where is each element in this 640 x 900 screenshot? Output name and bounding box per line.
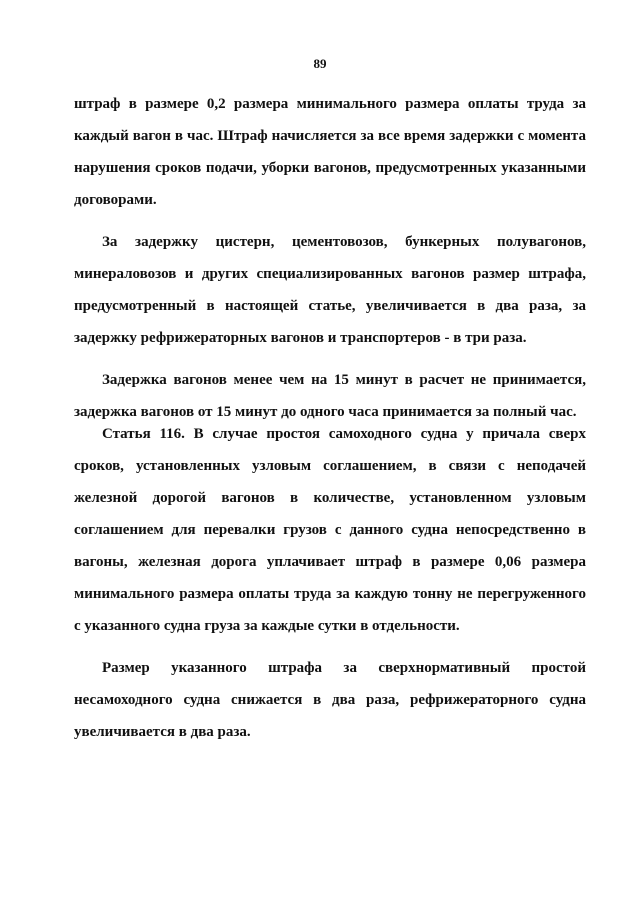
paragraph: Размер указанного штрафа за сверхнормативный простой несамоходного судна снижается в два раза, рефрижераторного судна увеличивается в два раза. xyxy=(74,660,586,740)
paragraph: За задержку цистерн, цементовозов, бункерных полувагонов, минераловозов и других специализированных вагонов размер штрафа, предусмотренный в настоящей статье, увеличивается в два раза, за задержку рефрижераторных вагонов и транспортеров - в три раза. xyxy=(74,234,586,346)
article-heading: Статья 116. xyxy=(102,426,185,442)
paragraph xyxy=(74,418,586,642)
paragraph: Задержка вагонов менее чем на 15 минут в расчет не принимается, задержка вагонов от 15 минут до одного часа принимается за полный час. xyxy=(74,372,586,420)
article-text: В случае простоя самоходного судна у причала сверх сроков, установленных узловым соглашением, в связи с неподачей железной дорогой вагонов в количестве, установленном узловым соглашением для перевалки грузов с данного судна непосредственно в вагоны, железная дорога уплачивает штраф в размере 0,06 размера минимального размера оплаты труда за каждую тонну не перегруженного с указанного судна груза за каждые сутки в отдельности. xyxy=(74,426,586,634)
page-number: 89 xyxy=(313,56,327,71)
text-block-continuation xyxy=(74,88,586,438)
article-116 xyxy=(74,418,586,758)
paragraph: штраф в размере 0,2 размера минимального размера оплаты труда за каждый вагон в час. Штраф начисляется за все время задержки с момента нарушения сроков подачи, уборки вагонов, предусмотренных указанными договорами. xyxy=(74,96,586,208)
